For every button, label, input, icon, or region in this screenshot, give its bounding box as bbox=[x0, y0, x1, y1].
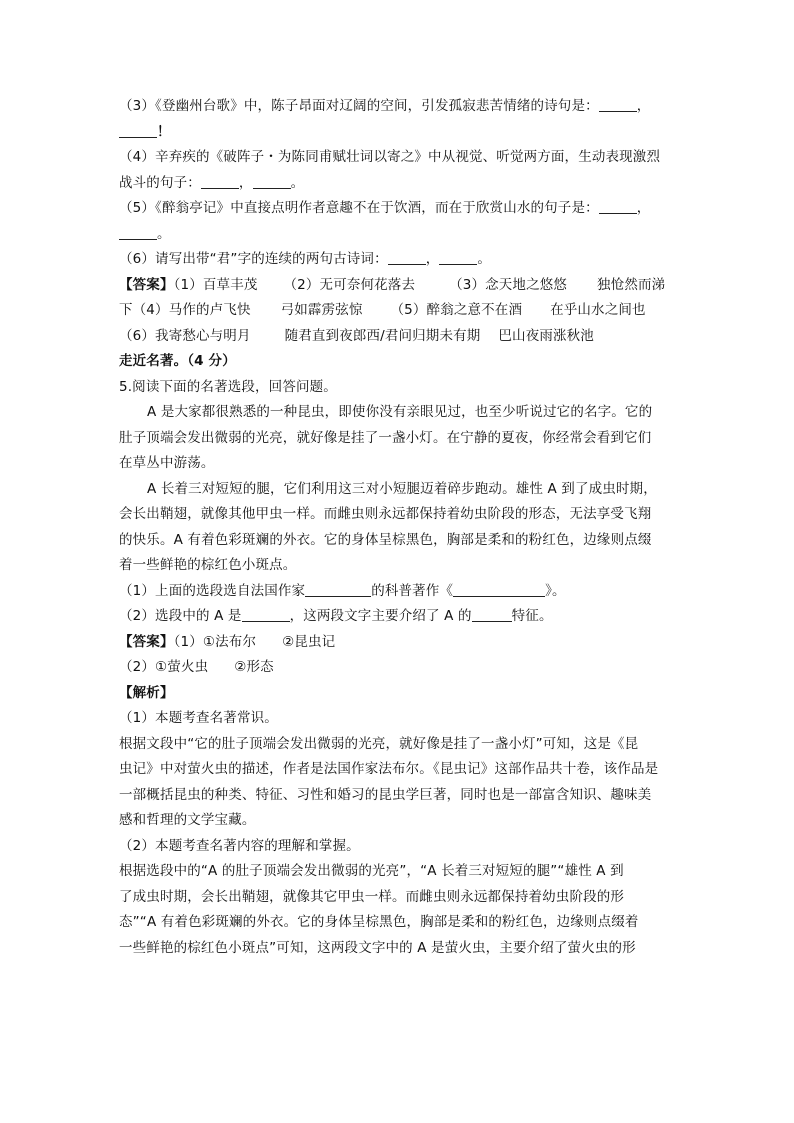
answer-blank[interactable] bbox=[388, 250, 426, 265]
analysis-step-1: （1）本题考查名著常识。 bbox=[119, 710, 278, 726]
answer-blank[interactable] bbox=[599, 97, 637, 112]
passage-p2-line: 会长出鞘翅，就像其他甲虫一样。而雌虫则永远都保持着幼虫阶段的形态，无法享受飞翔 bbox=[119, 506, 652, 522]
answer-blank[interactable] bbox=[119, 123, 157, 138]
question-3-line-2: ！ bbox=[119, 120, 679, 146]
question-4-line-2: 战斗的句子： ， 。 bbox=[119, 174, 305, 191]
analysis-p2-line: 态”“A 有着色彩斑斓的外衣。它的身体呈棕黑色，胸部是柔和的粉红色，边缘则点缀着 bbox=[119, 914, 639, 930]
sub-question-2: （2）选段中的 A 是 ，这两段文字主要介绍了 A 的 特征。 bbox=[119, 608, 553, 624]
answer-blank[interactable] bbox=[242, 607, 290, 622]
sub-question-1: （1）上面的选段选自法国作家 的科普著作《 》。 bbox=[119, 582, 566, 599]
answer-2-line-2: （2）①萤火虫 ②形态 bbox=[119, 659, 274, 675]
question-prompt: 5.阅读下面的名著选段，回答问题。 bbox=[119, 378, 337, 395]
answer-line-2: 下（4）马作的卢飞快 弓如霹雳弦惊 （5）醉翁之意不在酒 在乎山水之间也 bbox=[119, 302, 646, 318]
answer-blank[interactable] bbox=[253, 174, 291, 189]
section-title: 走近名著。（4 分） bbox=[119, 353, 236, 369]
answer-blank[interactable] bbox=[305, 582, 371, 597]
analysis-step-2: （2）本题考查名著内容的理解和掌握。 bbox=[119, 837, 360, 854]
analysis-p1-line: 感和哲理的文学宝藏。 bbox=[119, 812, 256, 828]
answer-blank[interactable] bbox=[119, 225, 157, 240]
passage-p2-line: A 长着三对短短的腿，它们利用这三对小短腿迈着碎步跑动。雄性 A 到了成虫时期， bbox=[147, 480, 657, 497]
analysis-p1-line: 一部概括昆虫的种类、特征、习性和婚习的昆虫学巨著，同时也是一部富含知识、趣味美 bbox=[119, 786, 652, 803]
analysis-tag: 【解析】 bbox=[119, 684, 174, 701]
question-5-line-1: （5）《醉翁亭记》中直接点明作者意趣不在于饮酒，而在于欣赏山水的句子是： ， bbox=[119, 200, 651, 216]
analysis-p2-line: 根据选段中的“A 的肚子顶端会发出微弱的光亮”，“A 长着三对短短的腿”“雄性 A 到 bbox=[119, 863, 624, 879]
passage-p1-line: 在草丛中游荡。 bbox=[119, 455, 215, 471]
answer-line-3: （6）我寄愁心与明月 随君直到夜郎西/君问归期未有期 巴山夜雨涨秋池 bbox=[119, 327, 594, 344]
document-page bbox=[119, 94, 679, 961]
analysis-p1-line: 虫记》中对萤火虫的描述，作者是法国作家法布尔。《昆虫记》这部作品共十卷，该作品是 bbox=[119, 761, 659, 777]
analysis-p2-line: 了成虫时期，会长出鞘翅，就像其它甲虫一样。而雌虫则永远都保持着幼虫阶段的形 bbox=[119, 888, 625, 905]
passage-p1-line: 肚子顶端会发出微弱的光亮，就好像是挂了一盏小灯。在宁静的夏夜，你经常会看到它们 bbox=[119, 429, 652, 446]
answer-blank[interactable] bbox=[201, 174, 239, 189]
answer-line-1: 【答案】（1）百草丰茂 （2）无可奈何花落去 （3）念天地之悠悠 独怆然而涕 bbox=[119, 276, 666, 293]
passage-p2-line: 的快乐。A 有着色彩斑斓的外衣。它的身体呈棕黑色，胸部是柔和的粉红色，边缘则点缀 bbox=[119, 531, 652, 548]
question-3-line-1: （3）《登幽州台歌》中，陈子昂面对辽阔的空间，引发孤寂悲苦情绪的诗句是： ， bbox=[119, 98, 651, 114]
analysis-p2-line: 一些鲜艳的棕红色小斑点”可知，这两段文字中的 A 是萤火虫，主要介绍了萤火虫的形 bbox=[119, 939, 636, 956]
question-6-line: （6）请写出带“君”字的连续的两句古诗词： ， 。 bbox=[119, 251, 492, 267]
passage-p2-line: 着一些鲜艳的棕红色小斑点。 bbox=[119, 557, 297, 573]
passage-p1-line: A 是大家都很熟悉的一种昆虫，即使你没有亲眼见过，也至少听说过它的名字。它的 bbox=[147, 404, 653, 420]
answer-2-line-1: 【答案】（1）①法布尔 ②昆虫记 bbox=[119, 633, 336, 650]
answer-blank[interactable] bbox=[599, 199, 637, 214]
question-5-line-2: 。 bbox=[119, 222, 679, 248]
answer-blank[interactable] bbox=[439, 250, 477, 265]
analysis-p1-line: 根据文段中“它的肚子顶端会发出微弱的光亮，就好像是挂了一盏小灯”可知，这是《昆 bbox=[119, 735, 639, 752]
question-4-line-1: （4）辛弃疾的《破阵子・为陈同甫赋壮词以寄之》中从视觉、听觉两方面，生动表现激烈 bbox=[119, 149, 661, 165]
answer-blank[interactable] bbox=[453, 582, 545, 597]
answer-blank[interactable] bbox=[472, 607, 512, 622]
